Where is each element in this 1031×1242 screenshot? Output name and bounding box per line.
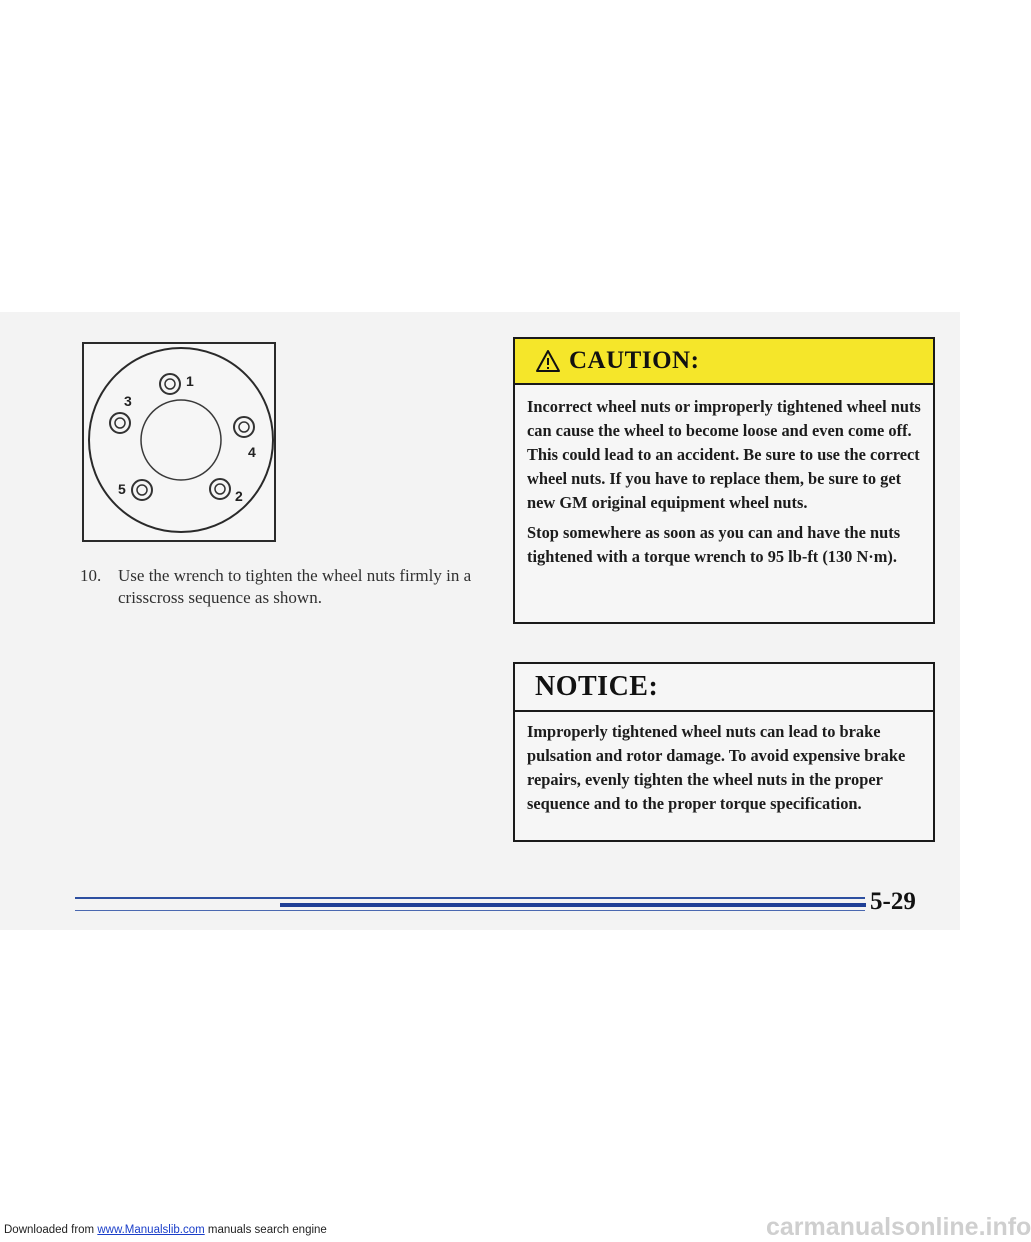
lug-nut-diagram (82, 342, 276, 542)
step-text: Use the wrench to tighten the wheel nuts firmly in a crisscross sequence as shown. (118, 566, 472, 607)
label-4: 4 (248, 444, 256, 460)
label-1: 1 (186, 373, 194, 389)
page-number: 5-29 (870, 888, 916, 915)
notice-header (515, 664, 933, 712)
lug-nut-3 (110, 413, 130, 433)
lug-nut-2 (210, 479, 230, 499)
footer-suffix: manuals search engine (204, 1224, 327, 1236)
footer-rule-lower (75, 910, 865, 911)
caution-title: CAUTION: (569, 347, 700, 374)
footer-rule-thick (280, 903, 866, 907)
download-footer (4, 1224, 327, 1236)
caution-body (515, 385, 933, 569)
step-10 (80, 565, 500, 609)
footer-rule (75, 897, 865, 899)
footer-prefix: Downloaded from (4, 1224, 98, 1236)
caution-box (513, 337, 935, 624)
wheel-rim (89, 348, 273, 532)
notice-body: Improperly tightened wheel nuts can lead to brake pulsation and rotor damage. To avoid expensive brake repairs, evenly tighten the wheel nuts in the proper sequence and to the proper torque specification. (527, 722, 906, 813)
lug-nut-1 (160, 374, 180, 394)
lug-nut-5 (132, 480, 152, 500)
manualslib-link[interactable]: www.Manualslib.com (97, 1224, 205, 1236)
label-2: 2 (235, 488, 243, 504)
step-number: 10. (80, 566, 102, 585)
wheel-diagram-svg (84, 344, 274, 540)
wheel-hub (141, 400, 221, 480)
notice-box (513, 662, 935, 842)
warning-triangle-icon (535, 349, 561, 373)
caution-paragraph-2: Stop somewhere as soon as you can and have the nuts tightened with a torque wrench to 95 lb-ft (130 N·m). (527, 523, 901, 566)
watermark: carmanualsonline.info (766, 1213, 1031, 1241)
caution-paragraph-1: Incorrect wheel nuts or improperly tightened wheel nuts can cause the wheel to become loose and even come off. This could lead to an accident. Be sure to use the correct wheel nuts. If you have to replace them, be sure to get new GM original equipment wheel nuts. (527, 397, 921, 512)
caution-header (515, 339, 933, 385)
label-5: 5 (118, 481, 126, 497)
notice-title: NOTICE: (535, 671, 659, 702)
label-3: 3 (124, 393, 132, 409)
lug-nut-4 (234, 417, 254, 437)
